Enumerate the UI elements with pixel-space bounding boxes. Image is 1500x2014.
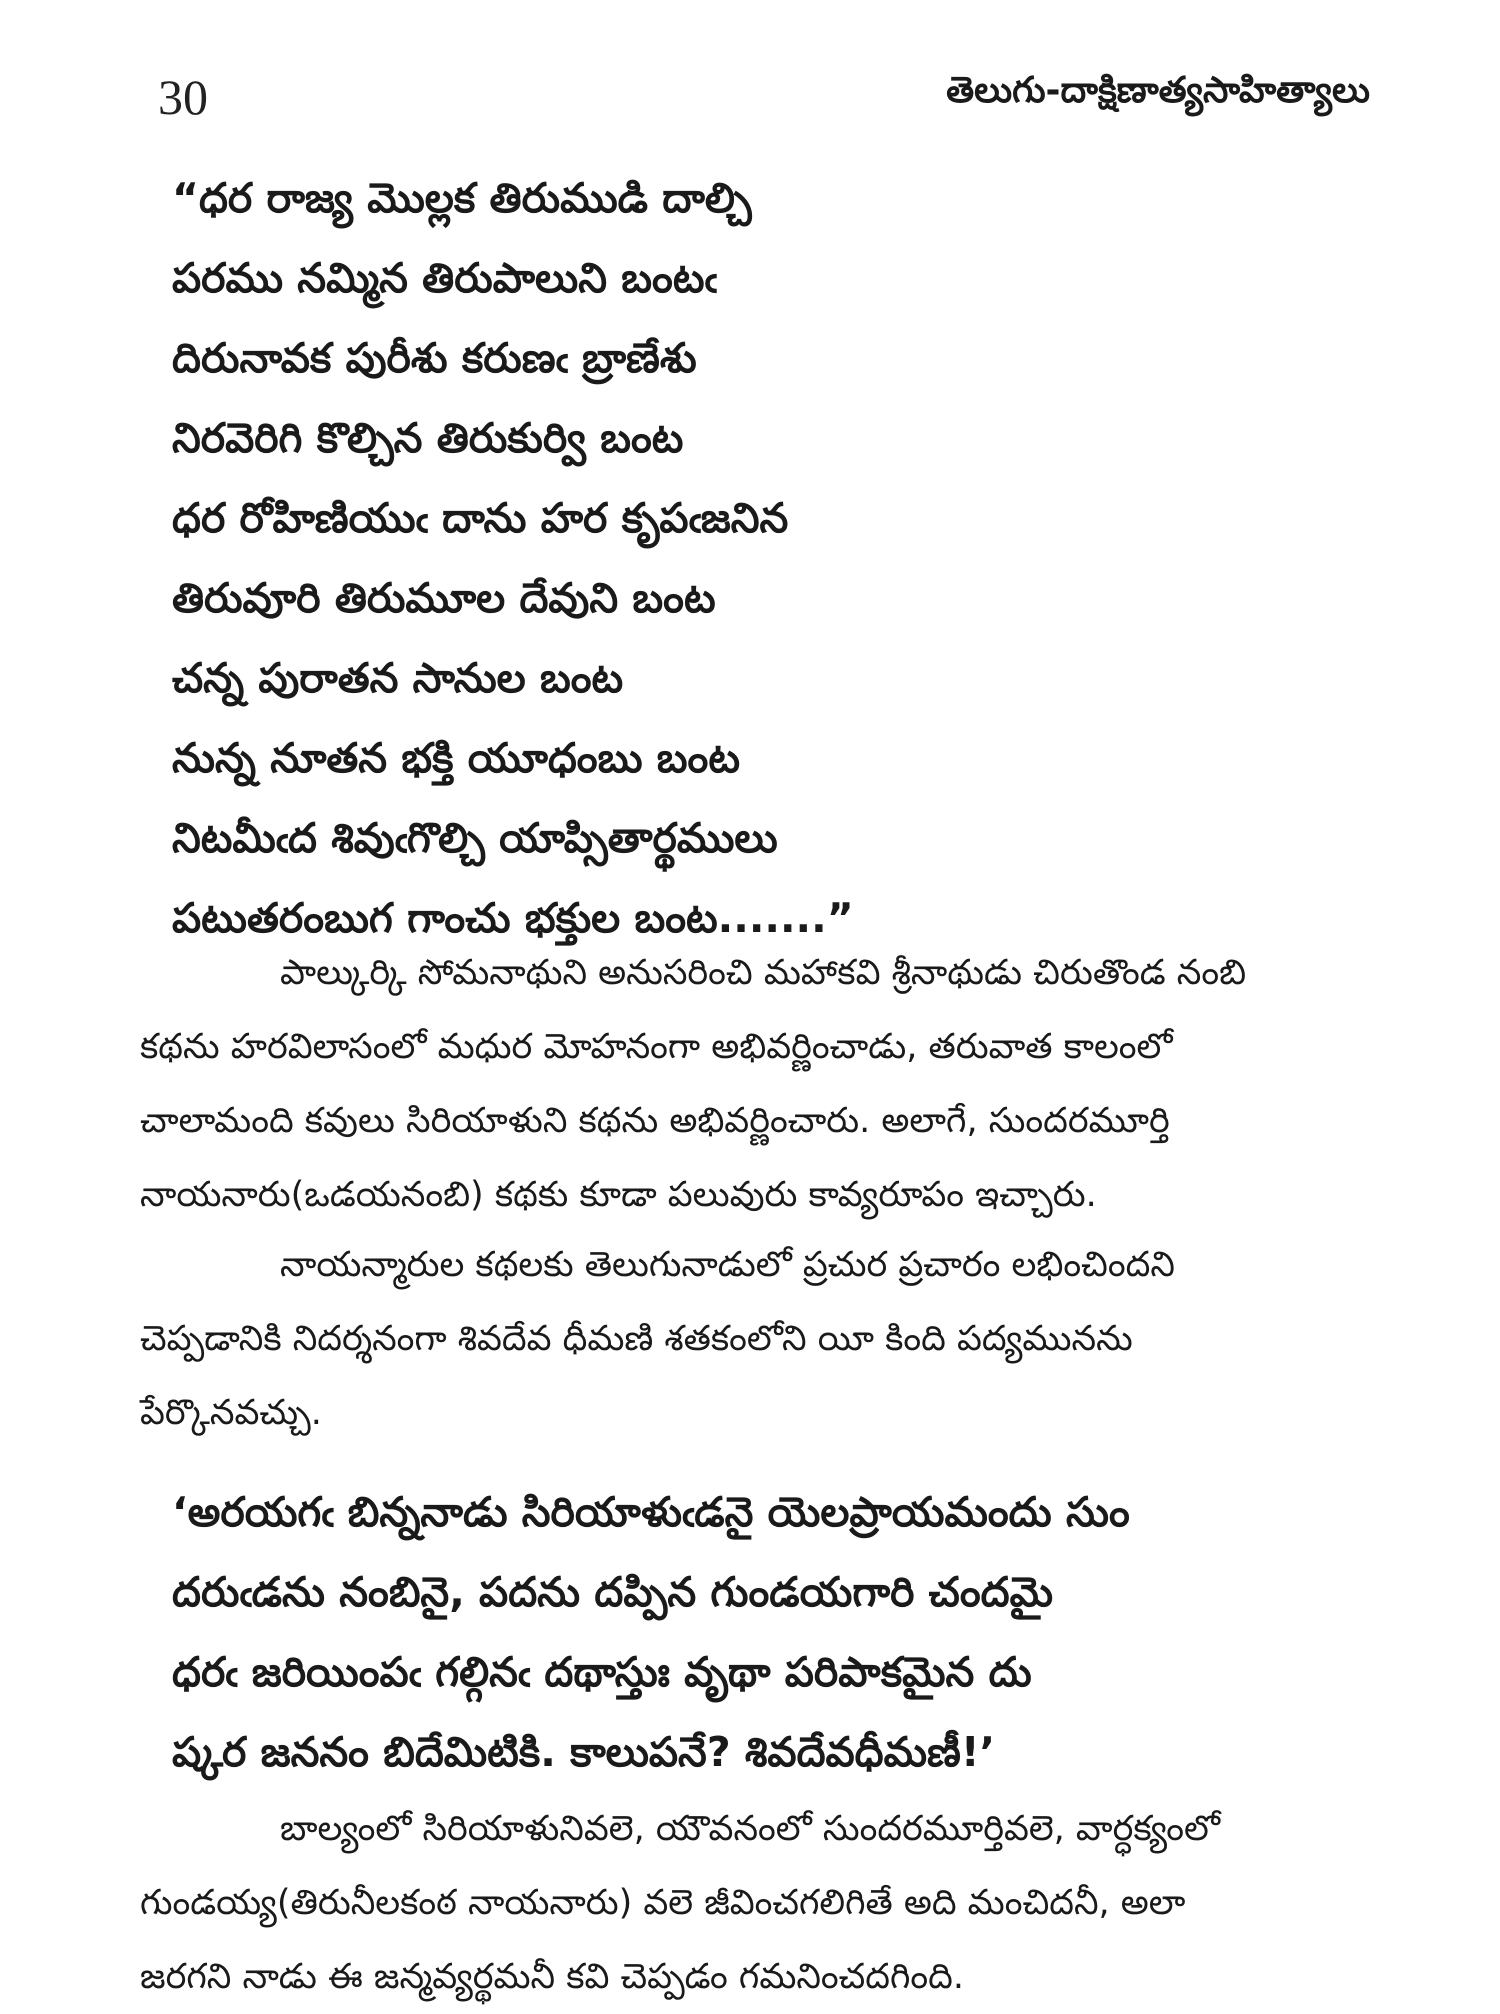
verse-line: ధరఁ జరియింపఁ గల్గినఁ దథాస్తుః వృథా పరిపాకమైన దు [172,1648,1032,1696]
paragraph-2 [140,1228,1370,1450]
paragraph-line: కథను హరవిలాసంలో మధుర మోహనంగా అభివర్ణించాడు, తరువాత కాలంలో [140,1027,1173,1067]
verse-block-2 [172,1472,1130,1792]
verse-line: ధర రోహిణియుఁ దాను హర కృపఁజనిన [172,494,789,542]
verse-line: దిరునావక పురీశు కరుణఁ బ్రాణేశు [172,334,697,382]
paragraph-3 [140,1792,1370,2014]
paragraph-1 [140,936,1370,1232]
verse-line: చన్న పురాతన సానుల బంట [172,654,624,702]
verse-line: “ధర రాజ్య మొల్లక తిరుముడి దాల్చి [172,174,752,222]
paragraph-line: జరగని నాడు ఈ జన్మవ్యర్థమనీ కవి చెప్పడం గమనించదగింది. [140,1957,964,1997]
verse-line: పరము నమ్మిన తిరుపాలుని బంటఁ [172,254,717,302]
verse-line: నిరవెరిగి కొల్చిన తిరుకుర్వి బంట [172,414,684,462]
paragraph-line: బాల్యంలో సిరియాళునివలె, యౌవనంలో సుందరమూర్తివలె, వార్ధక్యంలో [280,1809,1221,1849]
running-title: తెలుగు-దాక్షిణాత్యసాహిత్యాలు [946,70,1370,111]
verse-line: ష్కర జననం బిదేమిటికి. కాలుపనే? శివదేవధీమణీ!’ [172,1728,996,1776]
paragraph-line: నాయన్మారుల కథలకు తెలుగునాడులో ప్రచుర ప్రచారం లభించిందని [280,1245,1175,1285]
verse-line: ‘అరయగఁ బిన్ననాడు సిరియాళుఁడనై యెలప్రాయమందు సుం [172,1488,1130,1536]
verse-line: దరుఁడను నంబినై, పదను దప్పిన గుండయగారి చందమై [172,1568,1053,1616]
verse-block-1 [172,158,854,958]
paragraph-line: పేర్కొనవచ్చు. [140,1393,322,1433]
verse-line: నిటమీఁద శివుఁగొల్చి యాప్సితార్థములు [172,814,778,862]
paragraph-line: పాల్కుర్కి సోమనాథుని అనుసరించి మహాకవి శ్రీనాథుడు చిరుతొండ నంబి [280,953,1247,993]
verse-line: నున్న నూతన భక్తి యూధంబు బంట [172,734,740,782]
page-number: 30 [158,69,208,125]
paragraph-line: నాయనారు(ఒడయనంబి) కథకు కూడా పలువురు కావ్యరూపం ఇచ్చారు. [140,1175,1097,1215]
paragraph-line: చాలామంది కవులు సిరియాళుని కథను అభివర్ణించారు. అలాగే, సుందరమూర్తి [140,1101,1170,1141]
verse-line: తిరువూరి తిరుమూల దేవుని బంట [172,574,716,622]
paragraph-line: చెప్పడానికి నిదర్శనంగా శివదేవ ధీమణి శతకంలోని యీ కింది పద్యమునను [140,1319,1133,1359]
paragraph-line: గుండయ్య(తిరునీలకంఠ నాయనారు) వలె జీవించగలిగితే అది మంచిదనీ, అలా [140,1883,1186,1923]
verse-line: పటుతరంబుగ గాంచు భక్తుల బంట.......” [172,894,854,942]
